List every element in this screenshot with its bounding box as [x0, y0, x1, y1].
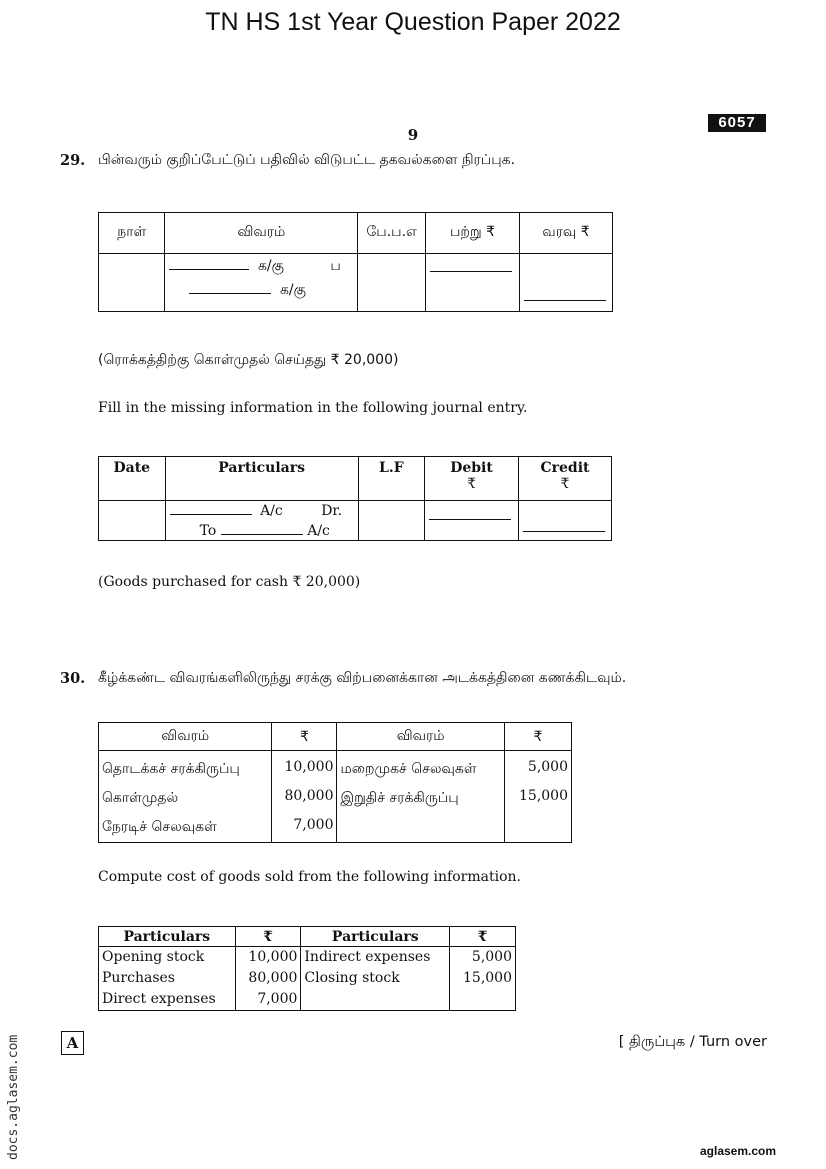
cell-date-tamil — [99, 254, 165, 312]
header-particulars-left: Particulars — [99, 927, 236, 947]
blank-debit-account — [170, 504, 252, 515]
question-30-english-text: Compute cost of goods sold from the following information. — [98, 869, 521, 885]
list-item: நேரடிச் செலவுகள் — [102, 819, 217, 835]
amount: 10,000 — [284, 759, 334, 775]
row2-suffix-tamil: க/கு — [279, 282, 306, 298]
right-items — [301, 947, 450, 1011]
cogs-table-tamil — [98, 722, 572, 843]
turn-over-note: [ திருப்புக / Turn over — [618, 1034, 767, 1050]
header-lf-tamil: பே.ப.எ — [358, 213, 426, 254]
cell-lf — [358, 501, 424, 541]
amount: 7,000 — [293, 817, 334, 833]
header-amount-left: ₹ — [235, 927, 301, 947]
header-credit-label: Credit — [540, 460, 590, 476]
left-items — [99, 947, 236, 1011]
left-items-tamil — [99, 751, 272, 843]
right-amounts-tamil — [504, 751, 571, 843]
blank-credit-account — [221, 524, 303, 535]
list-item: Purchases — [102, 970, 175, 986]
header-credit-tamil: வரவு ₹ — [520, 213, 613, 254]
cogs-table-english — [98, 926, 516, 1011]
row1-dr: Dr. — [321, 503, 343, 519]
list-item: Direct expenses — [102, 991, 216, 1007]
document-title: TN HS 1st Year Question Paper 2022 — [205, 8, 621, 36]
right-items-tamil — [337, 751, 504, 843]
header-date: Date — [99, 457, 166, 501]
cell-debit — [425, 501, 519, 541]
cell-particulars — [165, 501, 358, 541]
cell-credit-tamil — [520, 254, 613, 312]
amount: 7,000 — [257, 991, 298, 1007]
list-item: இறுதிச் சரக்கிருப்பு — [340, 790, 459, 806]
header-lf: L.F — [358, 457, 424, 501]
header-debit-tamil: பற்று ₹ — [426, 213, 520, 254]
question-29-english-text: Fill in the missing information in the following journal entry. — [98, 400, 528, 416]
amount: 10,000 — [248, 949, 298, 965]
cell-particulars-tamil — [165, 254, 358, 312]
amount: 80,000 — [248, 970, 298, 986]
blank-credit-amount-tamil — [524, 290, 606, 301]
journal-table-english — [98, 456, 612, 541]
header-debit — [425, 457, 519, 501]
cell-debit-tamil — [426, 254, 520, 312]
question-29-number: 29. — [60, 152, 86, 169]
header-debit-rupee: ₹ — [467, 476, 476, 492]
header-particulars-right: Particulars — [301, 927, 450, 947]
header-date-tamil: நாள் — [99, 213, 165, 254]
list-item: Opening stock — [102, 949, 205, 965]
list-item: கொள்முதல் — [102, 790, 179, 806]
series-letter-box: A — [61, 1031, 84, 1055]
amount: 15,000 — [519, 788, 568, 804]
header-amount-right: ₹ — [450, 927, 516, 947]
header-credit-rupee: ₹ — [560, 476, 570, 492]
blank-credit-amount — [523, 521, 605, 532]
list-item: Closing stock — [304, 970, 400, 986]
blank-debit-account-tamil — [169, 259, 249, 270]
watermark-text: docs.aglasem.com — [6, 1034, 21, 1160]
cell-lf-tamil — [358, 254, 426, 312]
blank-credit-account-tamil — [189, 283, 271, 294]
row2-ac: A/c — [307, 523, 330, 539]
left-amounts — [235, 947, 301, 1011]
header-item-right-tamil: விவரம் — [337, 723, 504, 751]
row1-ac: A/c — [260, 503, 283, 519]
header-amount-right-tamil: ₹ — [504, 723, 571, 751]
paper-code-badge: 6057 — [708, 114, 766, 132]
header-debit-label: Debit — [450, 460, 493, 476]
cell-date — [99, 501, 166, 541]
list-item: Indirect expenses — [304, 949, 431, 965]
brand-link[interactable]: aglasem.com — [700, 1144, 777, 1158]
question-29-tamil-note: (ரொக்கத்திற்கு கொள்முதல் செய்தது ₹ 20,000) — [98, 352, 399, 368]
header-particulars: Particulars — [165, 457, 358, 501]
amount: 15,000 — [463, 970, 512, 986]
row1-suffix-tamil: க/கு — [257, 258, 284, 274]
blank-debit-amount — [429, 509, 511, 520]
question-30-number: 30. — [60, 670, 86, 687]
header-particulars-tamil: விவரம் — [165, 213, 358, 254]
header-credit — [519, 457, 612, 501]
amount: 80,000 — [284, 788, 334, 804]
blank-debit-amount-tamil — [430, 261, 512, 272]
list-item: மறைமுகச் செலவுகள் — [340, 761, 477, 777]
question-30-tamil-text: கீழ்க்கண்ட விவரங்களிலிருந்து சரக்கு விற்பனைக்கான அடக்கத்தினை கணக்கிடவும். — [98, 670, 627, 686]
list-item: தொடக்கச் சரக்கிருப்பு — [102, 761, 240, 777]
amount: 5,000 — [471, 949, 512, 965]
cell-credit — [519, 501, 612, 541]
journal-table-tamil — [98, 212, 613, 312]
amount: 5,000 — [527, 759, 568, 775]
header-item-left-tamil: விவரம் — [99, 723, 272, 751]
left-amounts-tamil — [272, 751, 337, 843]
question-29-tamil-text: பின்வரும் குறிப்பேட்டுப் பதிவில் விடுபட்ட தகவல்களை நிரப்புக. — [98, 152, 516, 168]
row2-to: To — [199, 523, 217, 539]
header-amount-left-tamil: ₹ — [272, 723, 337, 751]
row1-pa-tamil: ப — [330, 258, 341, 274]
page-number: 9 — [407, 126, 419, 144]
question-29-english-note: (Goods purchased for cash ₹ 20,000) — [98, 574, 361, 590]
right-amounts — [450, 947, 516, 1011]
